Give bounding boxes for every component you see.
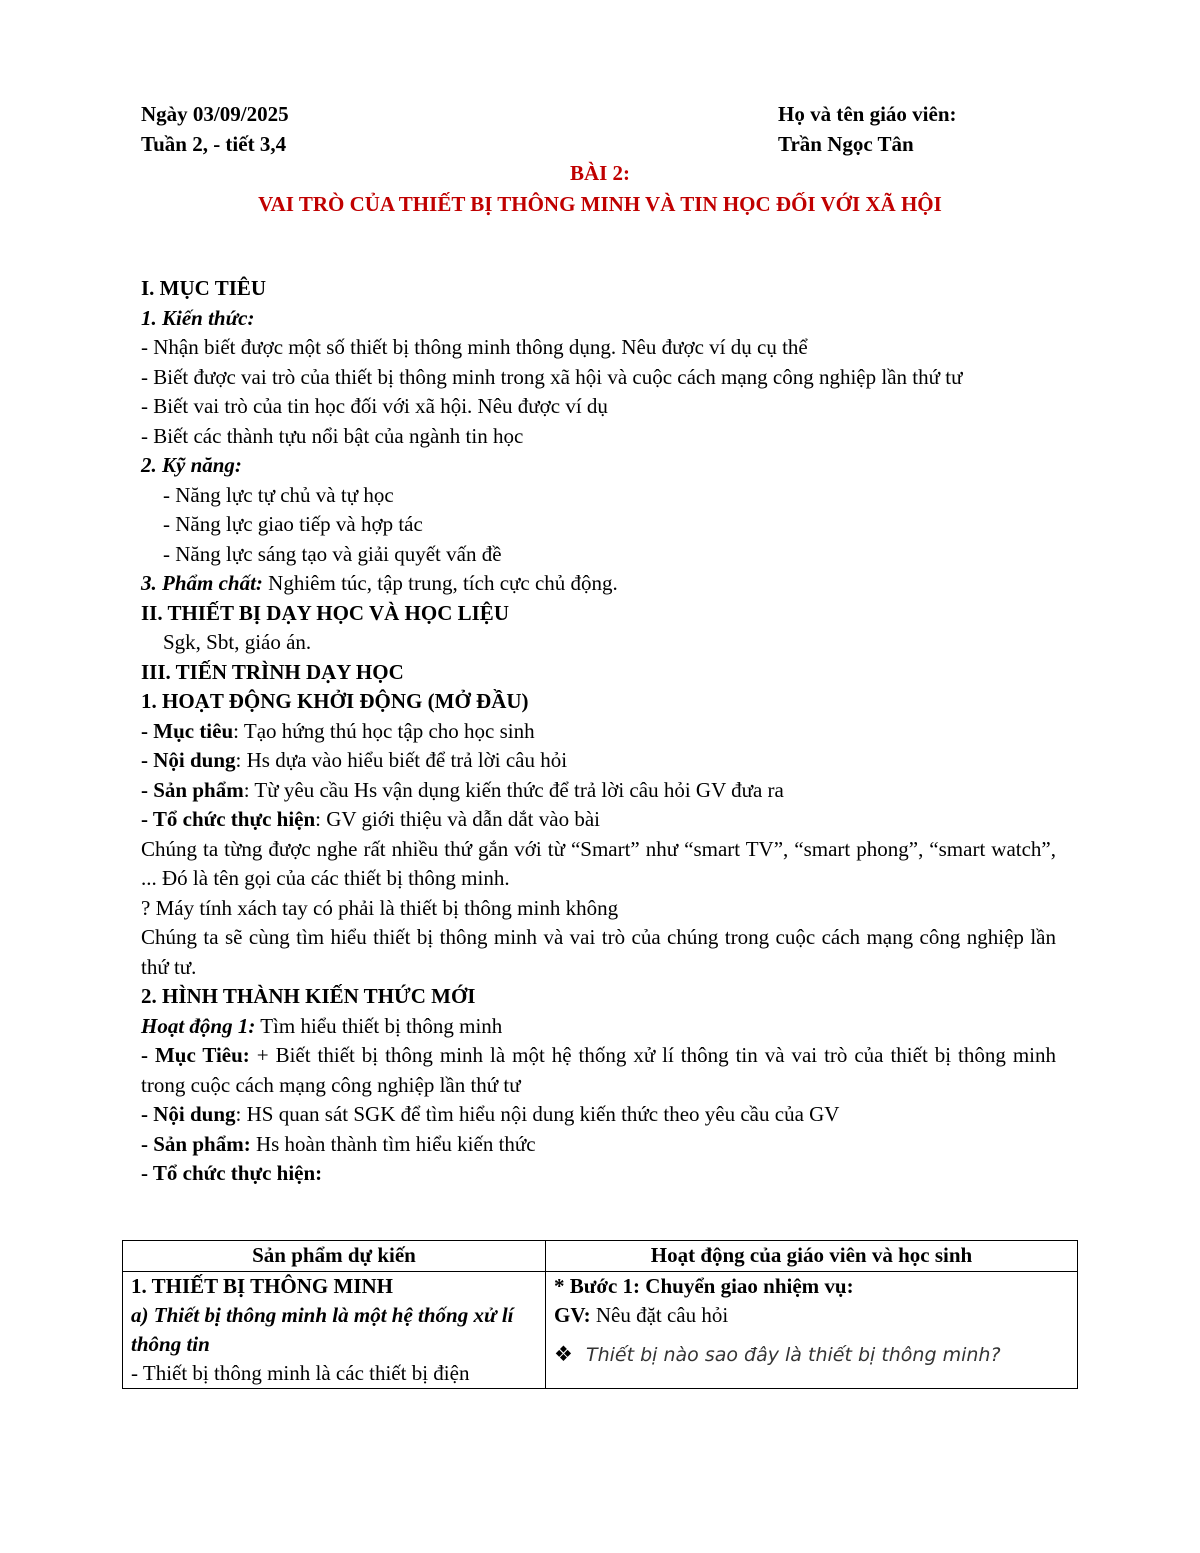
activity1-question: ? Máy tính xách tay có phải là thiết bị thông minh không <box>141 895 619 920</box>
materials-text: Sgk, Sbt, giáo án. <box>163 630 312 654</box>
activity1-item-text: : Từ yêu cầu Hs vận dụng kiến thức để trả lời câu hỏi GV đưa ra <box>243 777 784 802</box>
step-heading: * Bước 1: Chuyển giao nhiệm vụ: <box>554 1274 854 1298</box>
document-body <box>141 274 1056 1189</box>
quality-line <box>141 569 1056 599</box>
gv-text: Nêu đặt câu hỏi <box>590 1303 729 1327</box>
activity2-heading: 2. HÌNH THÀNH KIẾN THỨC MỚI <box>141 984 476 1008</box>
teacher-label: Họ và tên giáo viên: <box>778 102 957 126</box>
activity1-item-label: - Sản phẩm <box>141 777 244 802</box>
question-text: Thiết bị nào sao đây là thiết bị thông minh? <box>586 1344 1001 1366</box>
header-left <box>141 100 289 159</box>
product-text: Hs hoàn thành tìm hiểu kiến thức <box>250 1131 536 1156</box>
product-label: - Sản phẩm: <box>141 1131 251 1156</box>
lesson-number: BÀI 2: <box>569 161 631 185</box>
activity1-item-text: : Tạo hứng thú học tập cho học sinh <box>233 718 535 743</box>
content-line <box>141 1100 1056 1130</box>
activity1-item <box>141 805 1056 835</box>
knowledge-item: - Biết được vai trò của thiết bị thông minh trong xã hội và cuộc cách mạng công nghiệp lần thứ tư <box>141 364 963 389</box>
knowledge-item: - Biết vai trò của tin học đối với xã hội. Nêu được ví dụ <box>141 394 608 418</box>
header-right <box>778 100 957 159</box>
gv-label: GV: <box>554 1303 591 1327</box>
diamond-bullet-icon: ❖ <box>554 1342 573 1366</box>
cell-text: - Thiết bị thông minh là các thiết bị điện <box>131 1361 470 1385</box>
knowledge-heading: 1. Kiến thức: <box>141 305 255 330</box>
skills-heading: 2. Kỹ năng: <box>141 453 242 477</box>
gv-line <box>554 1301 1069 1330</box>
lesson-name: VAI TRÒ CỦA THIẾT BỊ THÔNG MINH VÀ TIN HỌC ĐỐI VỚI XÃ HỘI <box>258 192 942 216</box>
goal-label: - Mục Tiêu: <box>141 1043 250 1067</box>
goal-line <box>141 1041 1056 1100</box>
section-process-heading: III. TIẾN TRÌNH DẠY HỌC <box>141 659 404 684</box>
activity1-item-label: - Nội dung <box>141 748 236 772</box>
content-text: : HS quan sát SGK để tìm hiểu nội dung kiến thức theo yêu cầu của GV <box>235 1102 840 1126</box>
lesson-week: Tuần 2, - tiết 3,4 <box>141 131 287 156</box>
quality-heading: 3. Phẩm chất: <box>141 571 263 595</box>
table-header-cell: Hoạt động của giáo viên và học sinh <box>546 1241 1078 1272</box>
activity-table <box>122 1240 1078 1389</box>
skill-item: - Năng lực tự chủ và tự học <box>163 482 394 507</box>
activity1-item-text: : GV giới thiệu và dẫn dắt vào bài <box>315 807 600 831</box>
table-cell-activity <box>546 1272 1078 1389</box>
organization-label: - Tổ chức thực hiện: <box>141 1161 323 1185</box>
subactivity-text: Tìm hiểu thiết bị thông minh <box>255 1013 503 1038</box>
lesson-date: Ngày 03/09/2025 <box>141 102 289 126</box>
activity1-item <box>141 746 1056 776</box>
skill-item: - Năng lực sáng tạo và giải quyết vấn đề <box>163 541 502 566</box>
table-header-row <box>123 1241 1078 1272</box>
product-line <box>141 1130 1056 1160</box>
table-row <box>123 1272 1078 1389</box>
knowledge-item: - Biết các thành tựu nổi bật của ngành tin học <box>141 423 524 448</box>
activity1-heading: 1. HOẠT ĐỘNG KHỞI ĐỘNG (MỞ ĐẦU) <box>141 689 529 713</box>
lesson-title <box>0 158 1200 220</box>
content-label: - Nội dung <box>141 1102 236 1126</box>
cell-subheading: a) Thiết bị thông minh là một hệ thống xử lí thông tin <box>131 1303 514 1356</box>
section-materials-heading: II. THIẾT BỊ DẠY HỌC VÀ HỌC LIỆU <box>141 600 509 625</box>
subactivity-line <box>141 1012 1056 1042</box>
teacher-name: Trần Ngọc Tân <box>778 131 914 156</box>
activity1-paragraph: Chúng ta từng được nghe rất nhiều thứ gắn với từ “Smart” như “smart TV”, “smart phong”, “smart watch”, ... Đó là tên gọi của các thiết bị thông minh. <box>141 836 1056 890</box>
activity1-item-label: - Mục tiêu <box>141 718 234 743</box>
quality-text: Nghiêm túc, tập trung, tích cực chủ động. <box>262 571 618 595</box>
section-objectives-heading: I. MỤC TIÊU <box>141 276 267 300</box>
knowledge-item: - Nhận biết được một số thiết bị thông minh thông dụng. Nêu được ví dụ cụ thể <box>141 335 808 359</box>
activity1-item <box>141 717 1056 747</box>
activity1-item <box>141 776 1056 806</box>
question-line <box>554 1340 1069 1370</box>
goal-text: + Biết thiết bị thông minh là một hệ thống xử lí thông tin và vai trò của thiết bị thông minh trong cuộc cách mạng công nghiệp lần thứ tư <box>141 1043 1056 1097</box>
cell-heading: 1. THIẾT BỊ THÔNG MINH <box>131 1274 393 1298</box>
activity1-paragraph: Chúng ta sẽ cùng tìm hiểu thiết bị thông minh và vai trò của chúng trong cuộc cách mạng công nghiệp lần thứ tư. <box>141 925 1056 979</box>
table-cell-expected-product <box>123 1272 546 1389</box>
subactivity-label: Hoạt động 1: <box>141 1013 256 1038</box>
activity1-item-text: : Hs dựa vào hiểu biết để trả lời câu hỏi <box>235 748 568 772</box>
skill-item: - Năng lực giao tiếp và hợp tác <box>163 512 423 536</box>
activity1-item-label: - Tổ chức thực hiện <box>141 807 316 831</box>
table-header-cell: Sản phẩm dự kiến <box>123 1241 546 1272</box>
